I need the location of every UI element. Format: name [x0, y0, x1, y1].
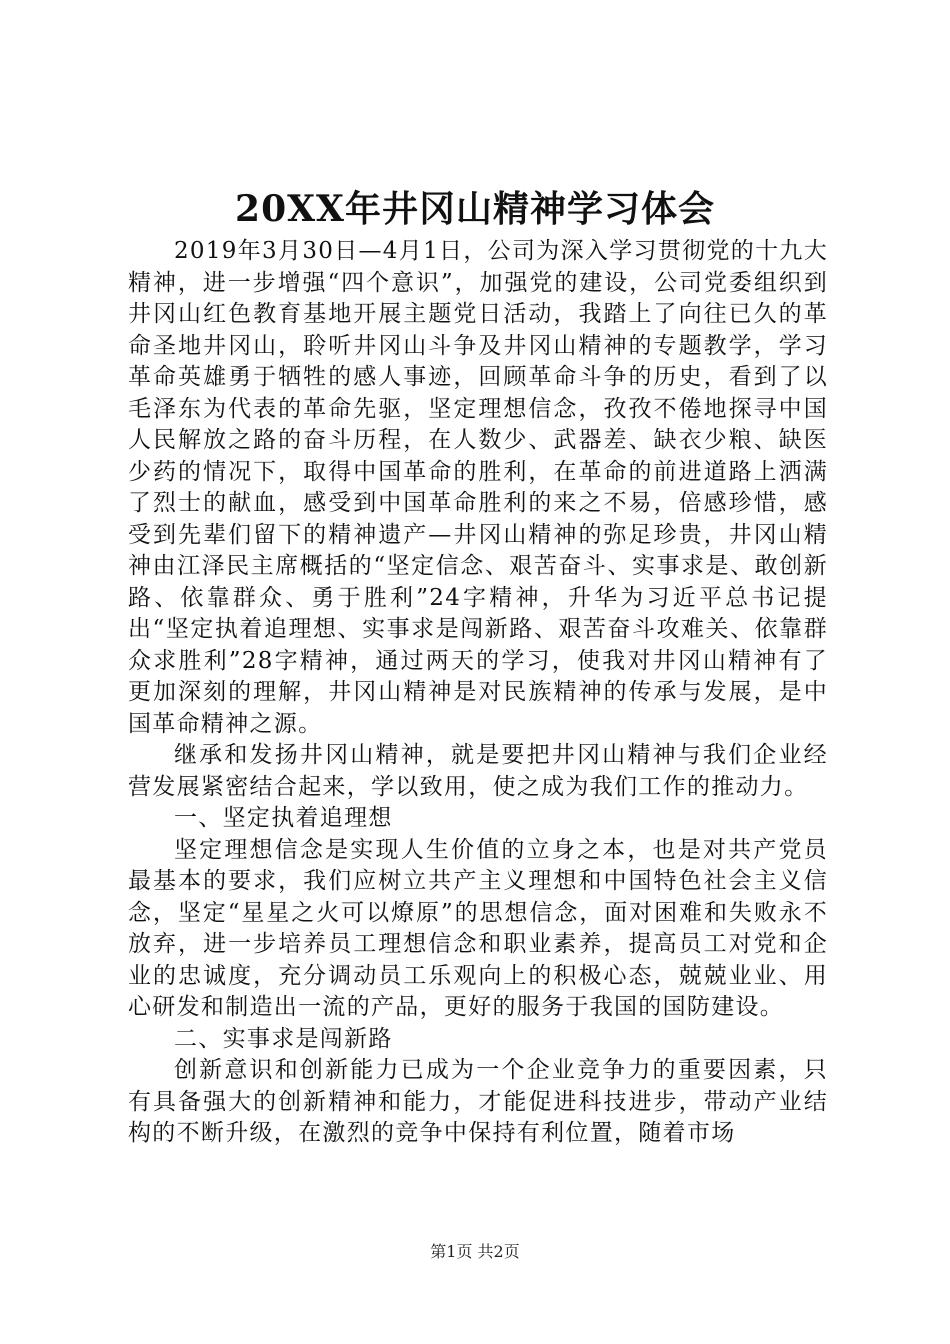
page-footer: 第1页 共2页 [430, 1242, 520, 1261]
paragraph-intro: 2019年3月30日—4月1日，公司为深入学习贯彻党的十九大精神，进一步增强“四个意识”，加强党的建设，公司党委组织到井冈山红色教育基地开展主题党日活动，我踏上了向往已久的革命圣地井冈山，聆听井冈山斗争及井冈山精神的专题教学，学习革命英雄勇于牺牲的感人事迹，回顾革命斗争的历史，看到了以毛泽东为代表的革命先驱，坚定理想信念，孜孜不倦地探寻中国人民解放之路的奋斗历程，在人数少、武器差、缺衣少粮、缺医少药的情况下，取得中国革命的胜利，在革命的前进道路上洒满了烈士的献血，感受到中国革命胜利的来之不易，倍感珍惜，感受到先辈们留下的精神遗产—井冈山精神的弥足珍贵，井冈山精神由江泽民主席概括的“坚定信念、艰苦奋斗、实事求是、敢创新路、依靠群众、勇于胜利”24字精神，升华为习近平总书记提出“坚定执着追理想、实事求是闯新路、艰苦奋斗攻难关、依靠群众求胜利”28字精神，通过两天的学习，使我对井冈山精神有了更加深刻的理解，井冈山精神是对民族精神的传承与发展，是中国革命精神之源。 [128, 238, 828, 737]
section-text-1: 坚定理想信念是实现人生价值的立身之本，也是对共产党员最基本的要求，我们应树立共产主义理想和中国特色社会主义信念，坚定“星星之火可以燎原”的思想信念，面对困难和失败永不放弃，进一步培养员工理想信念和职业素养，提高员工对党和企业的忠诚度，充分调动员工乐观向上的积极心态，兢兢业业、用心研发和制造出一流的产品，更好的服务于我国的国防建设。 [128, 836, 828, 1020]
section-text-2: 创新意识和创新能力已成为一个企业竞争力的重要因素，只有具备强大的创新精神和能力，才能促进科技进步，带动产业结构的不断升级，在激烈的竞争中保持有利位置，随着市场 [128, 1057, 828, 1146]
document-title: 20XX年井冈山精神学习体会 [235, 188, 715, 230]
section-heading-2: 二、实事求是闯新路 [174, 1025, 393, 1052]
section-heading-1: 一、坚定执着追理想 [174, 805, 393, 831]
paragraph-inherit: 继承和发扬井冈山精神，就是要把井冈山精神与我们企业经营发展紧密结合起来，学以致用，使之成为我们工作的推动力。 [128, 742, 828, 800]
document-body [128, 236, 828, 1150]
